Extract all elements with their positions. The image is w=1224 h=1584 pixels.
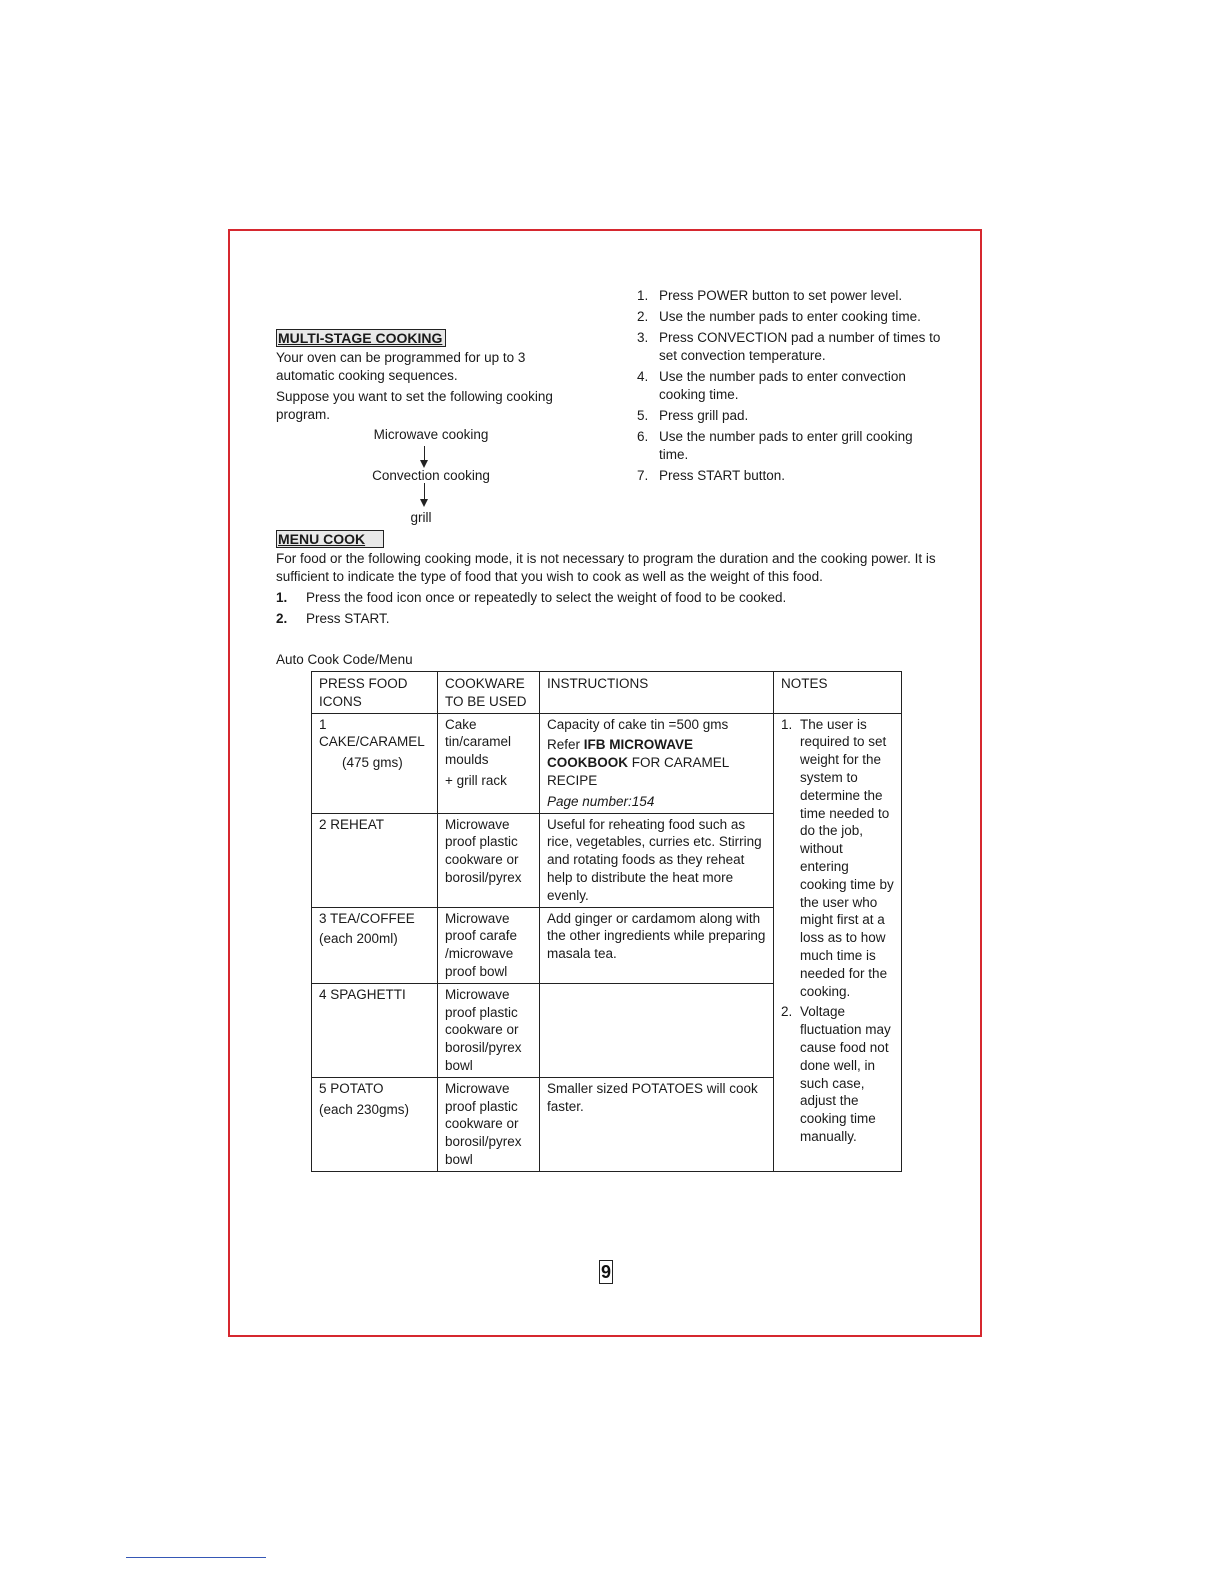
food-cell: 4 SPAGHETTI: [312, 983, 438, 1077]
note-number: 2.: [781, 1004, 793, 1020]
instructions-cell: Add ginger or cardamom along with the other ingredients while preparing masala tea.: [540, 907, 774, 983]
instructions-cell: [540, 983, 774, 1077]
instruction-cookbook: IFB MICROWAVE COOKBOOK: [547, 737, 694, 771]
menu-cook-heading: MENU COOK: [276, 530, 384, 548]
step-text: Press POWER button to set power level.: [659, 288, 903, 303]
instruction-recipe: FOR CARAMEL RECIPE: [547, 755, 729, 788]
cookware-cell: Microwave proof carafe /microwave proof bowl: [438, 907, 540, 983]
food-cell: [312, 907, 438, 983]
notes-cell: [774, 713, 902, 1171]
step-text: Press grill pad.: [659, 408, 749, 423]
step-text: Use the number pads to enter grill cooking time.: [659, 429, 913, 462]
menu-step-2: [276, 610, 390, 628]
multi-stage-heading: MULTI-STAGE COOKING: [276, 329, 446, 347]
step-text: Press CONVECTION pad a number of times to set convection temperature.: [659, 330, 941, 363]
food-quantity: (each 230gms): [319, 1101, 410, 1117]
note-number: 1.: [781, 716, 793, 732]
note-text: The user is required to set weight for the system to determine the time needed to do the job, without entering cooking time by the user who might first at a loss as to how much time is needed for the cooking.: [800, 716, 894, 999]
cookware-cell: Microwave proof plastic cookware or borosil/pyrex bowl: [438, 983, 540, 1077]
auto-cook-table: [311, 671, 902, 1172]
note-item: [781, 716, 895, 1001]
step-number: 4.: [637, 369, 649, 384]
instructions-cell: Useful for reheating food such as rice, vegetables, curries etc. Stirring and rotating foods as they reheat help to distribute the heat more evenly.: [540, 813, 774, 907]
multi-stage-intro: Your oven can be programmed for up to 3 automatic cooking sequences.: [276, 350, 526, 383]
food-name: CAKE/CARAMEL: [319, 734, 425, 750]
step-item: [637, 329, 942, 365]
page-number: 9: [601, 1262, 612, 1282]
table-caption: Auto Cook Code/Menu: [276, 652, 413, 667]
menu-step-number: 1.: [276, 590, 288, 605]
menu-step-text: Press the food icon once or repeatedly to select the weight of food to be cooked.: [306, 590, 787, 605]
food-code: 1: [319, 716, 327, 732]
table-row: [312, 713, 902, 813]
flow-step-convection: Convection cooking: [372, 468, 490, 483]
note-text: Voltage fluctuation may cause food not done well, in such case, adjust the cooking time manually.: [800, 1004, 891, 1144]
menu-step-1: [276, 589, 786, 607]
food-name: 3 TEA/COFFEE: [319, 910, 415, 926]
step-text: Press START button.: [659, 468, 786, 483]
instruction-line: Capacity of cake tin =500 gms: [547, 716, 729, 732]
instructions-cell: Smaller sized POTATOES will cook faster.: [540, 1077, 774, 1171]
instruction-page: Page number:154: [547, 793, 655, 809]
note-item: [781, 1003, 895, 1145]
step-item: [637, 407, 942, 425]
food-name: 5 POTATO: [319, 1080, 384, 1096]
food-cell: [312, 713, 438, 813]
step-number: 3.: [637, 330, 649, 345]
header-instructions: INSTRUCTIONS: [540, 672, 774, 714]
step-number: 6.: [637, 429, 649, 444]
step-number: 2.: [637, 309, 649, 324]
flow-step-microwave: Microwave cooking: [373, 427, 489, 442]
instruction-reference: [547, 736, 767, 789]
footer-link-underline: [126, 1557, 266, 1558]
food-quantity: (each 200ml): [319, 931, 398, 947]
instructions-cell: [540, 713, 774, 813]
table-header-row: [312, 672, 902, 714]
step-text: Use the number pads to enter cooking time.: [659, 309, 921, 324]
instruction-refer: Refer: [547, 737, 581, 753]
cookware-extra: + grill rack: [445, 772, 507, 788]
food-cell: 2 REHEAT: [312, 813, 438, 907]
step-item: [637, 467, 942, 485]
header-cookware: COOKWARE TO BE USED: [438, 672, 540, 714]
header-food-icons: PRESS FOOD ICONS: [312, 672, 438, 714]
step-text: Use the number pads to enter convection cooking time.: [659, 369, 906, 402]
step-number: 5.: [637, 408, 649, 423]
cookware-cell: [438, 713, 540, 813]
step-number: 1.: [637, 288, 649, 303]
menu-step-number: 2.: [276, 611, 288, 626]
step-item: [637, 368, 942, 404]
flow-step-grill: grill: [410, 510, 432, 525]
multi-stage-steps: [637, 287, 942, 488]
step-item: [637, 287, 942, 305]
menu-step-text: Press START.: [306, 611, 390, 626]
food-cell: [312, 1077, 438, 1171]
cookware-cell: Microwave proof plastic cookware or borosil/pyrex bowl: [438, 1077, 540, 1171]
step-item: [637, 428, 942, 464]
step-item: [637, 308, 942, 326]
cookware-text: Cake tin/caramel moulds: [445, 716, 512, 768]
step-number: 7.: [637, 468, 649, 483]
menu-cook-intro: For food or the following cooking mode, it is not necessary to program the duration and the cooking power. It is sufficient to indicate the type of food that you wish to cook as well as the weight of this food.: [276, 551, 936, 584]
food-quantity: (475 gms): [342, 755, 403, 771]
header-notes: NOTES: [774, 672, 902, 714]
cookware-cell: Microwave proof plastic cookware or borosil/pyrex: [438, 813, 540, 907]
flow-arrow-head-2: [420, 499, 428, 507]
multi-stage-suppose: Suppose you want to set the following cooking program.: [276, 389, 553, 422]
